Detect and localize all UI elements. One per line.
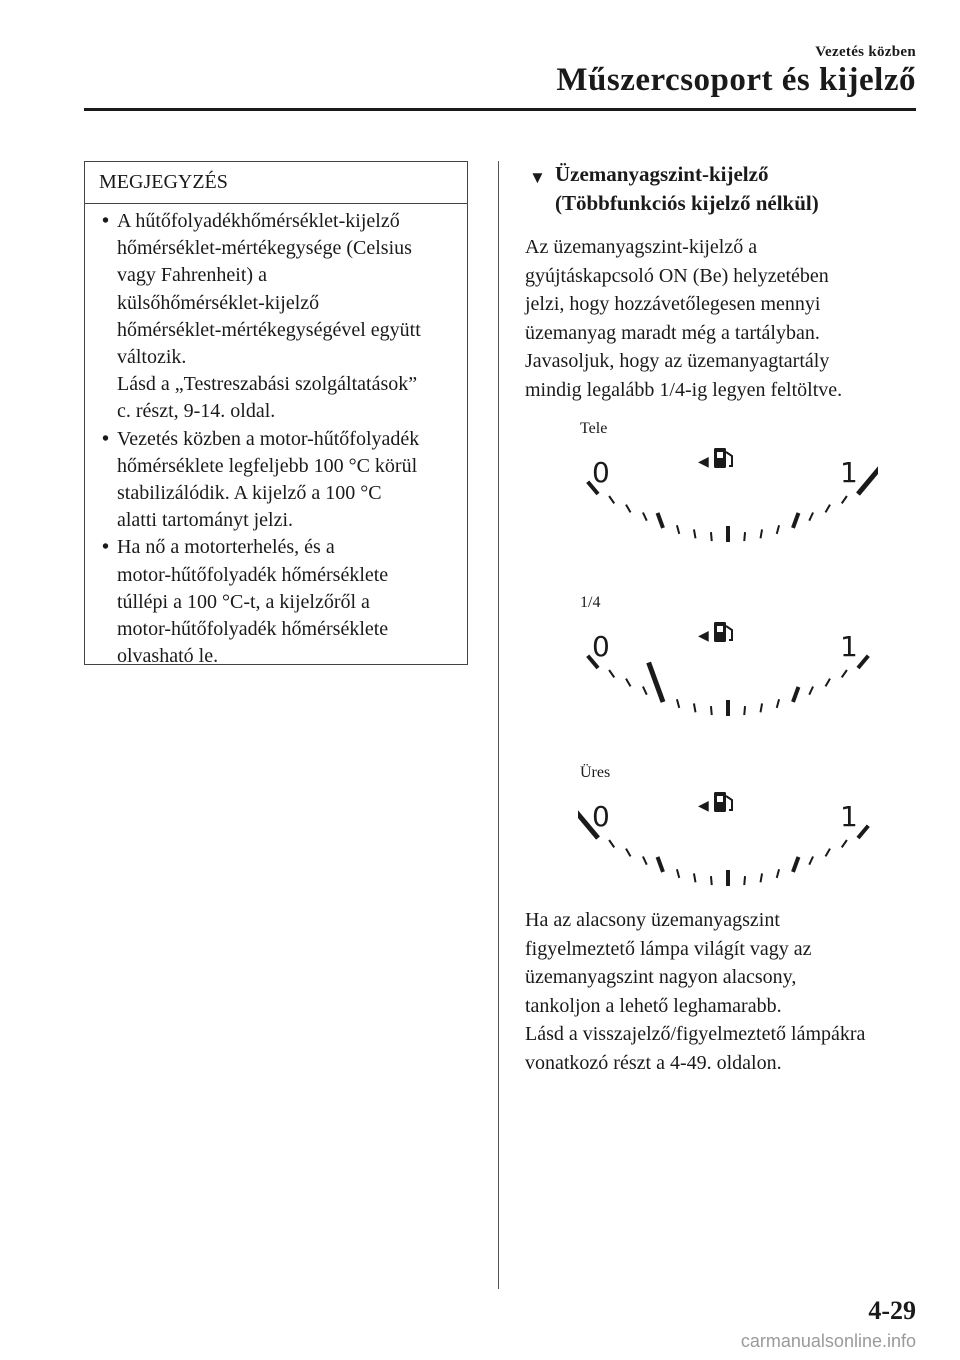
gauge-tick	[744, 876, 745, 885]
indicator-arrow-icon: ◀	[698, 628, 709, 644]
gauge-tick	[777, 699, 779, 708]
gauge-tick	[793, 687, 798, 702]
gauge-max-label: 1	[840, 800, 858, 833]
outro-line: tankoljon a lehető leghamarabb.	[525, 994, 782, 1017]
gauge-tick	[626, 505, 631, 513]
gauge-tick	[626, 849, 631, 857]
section-heading-line: Üzemanyagszint-kijelző	[555, 162, 769, 186]
gauge-label-empty: Üres	[580, 764, 611, 781]
gauge-tick	[609, 840, 614, 847]
gauge-tick	[677, 525, 679, 534]
page-title: Műszercsoport és kijelző	[556, 62, 916, 98]
gauge-tick	[858, 826, 868, 838]
gauge-tick	[842, 840, 847, 847]
gauge-tick	[744, 706, 745, 715]
note-line: motor-hűtőfolyadék hőmérséklete	[117, 563, 389, 586]
note-line: külsőhőmérséklet-kijelző	[117, 291, 320, 314]
note-item	[85, 534, 467, 670]
note-line: Lásd a „Testreszabási szolgáltatások”	[117, 373, 418, 396]
header-rule	[84, 108, 916, 111]
gauge-tick	[793, 857, 798, 872]
note-title: MEGJEGYZÉS	[85, 162, 467, 204]
section-heading-line: (Többfunkciós kijelző nélkül)	[555, 191, 819, 215]
note-line: hőmérséklet-mértékegysége (Celsius	[117, 237, 412, 260]
gauge-needle	[858, 462, 878, 494]
gauge-tick	[809, 857, 813, 865]
outro-line: Ha az alacsony üzemanyagszint	[525, 909, 780, 931]
outro-line: vonatkozó részt a 4-49. oldalon.	[525, 1051, 782, 1074]
note-line: olvasható le.	[117, 645, 219, 668]
bullet-icon: •	[102, 427, 110, 450]
gauge-tick	[643, 687, 647, 695]
gauge-tick	[694, 703, 696, 712]
gauge-min-label: 0	[592, 630, 610, 663]
note-line: túllépi a 100 °C-t, a kijelzőről a	[117, 590, 370, 613]
page-number: 4-29	[868, 1296, 916, 1325]
right-column	[525, 160, 920, 404]
fuel-gauge-quarter	[578, 610, 878, 730]
section-marker-icon: ▼	[529, 168, 546, 187]
gauge-tick	[777, 869, 779, 878]
outro-line: üzemanyagszint nagyon alacsony,	[525, 966, 797, 988]
outro-line: Lásd a visszajelző/figyelmeztető lámpákra	[525, 1023, 866, 1045]
gauge-tick	[826, 679, 831, 687]
note-line: alatti tartományt jelzi.	[117, 509, 294, 532]
fuel-gauge-empty	[578, 780, 878, 900]
intro-line: gyújtáskapcsoló ON (Be) helyzetében	[525, 264, 829, 287]
fuel-pump-window	[717, 452, 723, 458]
note-item	[85, 426, 467, 535]
gauge-needle	[649, 662, 663, 701]
gauge-max-label: 1	[840, 456, 858, 489]
gauge-tick	[643, 857, 647, 865]
gauge-tick	[761, 873, 763, 882]
gauge-tick	[761, 703, 763, 712]
fuel-pump-window	[717, 796, 723, 802]
note-line: Ha nő a motorterhelés, és a	[117, 536, 335, 559]
gauge-tick	[658, 857, 663, 872]
gauge-label-full: Tele	[580, 420, 608, 437]
gauge-tick	[826, 849, 831, 857]
fuel-pump-icon	[714, 792, 732, 812]
gauge-tick	[677, 869, 679, 878]
gauge-tick	[626, 679, 631, 687]
gauge-tick	[826, 505, 831, 513]
gauge-label-quarter: 1/4	[580, 594, 601, 611]
gauge-tick	[842, 670, 847, 677]
gauge-tick	[711, 706, 712, 715]
note-line: Vezetés közben a motor-hűtőfolyadék	[117, 427, 420, 450]
gauge-tick	[777, 525, 779, 534]
fuel-pump-hose	[726, 452, 732, 466]
gauge-tick	[609, 496, 614, 503]
fuel-gauge-full	[578, 436, 878, 556]
intro-line: mindig legalább 1/4-ig legyen feltöltve.	[525, 378, 843, 401]
fuel-pump-hose	[726, 796, 732, 810]
gauge-tick	[694, 873, 696, 882]
note-line: stabilizálódik. A kijelző a 100 °C	[117, 482, 382, 505]
fuel-pump-icon	[714, 622, 732, 642]
gauge-tick	[809, 513, 813, 521]
note-line: hőmérséklete legfeljebb 100 °C körül	[117, 454, 418, 477]
gauge-tick	[711, 876, 712, 885]
note-box	[84, 161, 468, 668]
gauge-tick	[842, 496, 847, 503]
gauge-tick	[609, 670, 614, 677]
fuel-pump-icon	[714, 448, 732, 468]
bullet-icon: •	[102, 210, 110, 232]
outro-line: figyelmeztető lámpa világít vagy az	[525, 937, 812, 960]
column-divider	[498, 161, 499, 1289]
right-column-bottom	[525, 906, 920, 1077]
bullet-icon: •	[102, 536, 110, 559]
gauge-tick	[858, 656, 868, 668]
section-heading	[525, 160, 920, 218]
gauge-tick	[677, 699, 679, 708]
note-line: A hűtőfolyadékhőmérséklet-kijelző	[117, 210, 400, 232]
fuel-pump-window	[717, 626, 723, 632]
gauge-tick	[643, 513, 647, 521]
gauge-tick	[744, 532, 745, 541]
intro-paragraph	[525, 233, 920, 404]
gauge-tick	[658, 513, 663, 528]
gauge-tick	[793, 513, 798, 528]
intro-line: jelzi, hogy hozzávetőlegesen mennyi	[525, 293, 821, 315]
gauge-tick	[694, 529, 696, 538]
indicator-arrow-icon: ◀	[698, 798, 709, 814]
note-list	[85, 204, 467, 670]
intro-line: Az üzemanyagszint-kijelző a	[525, 236, 758, 258]
gauge-tick	[761, 529, 763, 538]
note-item	[85, 208, 467, 426]
fuel-pump-hose	[726, 626, 732, 640]
gauge-tick	[711, 532, 712, 541]
chapter-label: Vezetés közben	[815, 44, 916, 60]
gauge-max-label: 1	[840, 630, 858, 663]
note-line: változik.	[117, 346, 187, 369]
watermark: carmanualsonline.info	[740, 1331, 916, 1351]
intro-line: üzemanyag maradt még a tartályban.	[525, 321, 820, 344]
outro-paragraph	[525, 906, 920, 1077]
intro-line: Javasoljuk, hogy az üzemanyagtartály	[525, 350, 830, 372]
note-line: vagy Fahrenheit) a	[117, 264, 267, 287]
note-line: hőmérséklet-mértékegységével együtt	[117, 318, 421, 341]
note-line: c. részt, 9-14. oldal.	[117, 400, 276, 423]
indicator-arrow-icon: ◀	[698, 454, 709, 470]
gauge-min-label: 0	[592, 800, 610, 833]
gauge-tick	[809, 687, 813, 695]
note-line: motor-hűtőfolyadék hőmérséklete	[117, 618, 389, 641]
gauge-min-label: 0	[592, 456, 610, 489]
